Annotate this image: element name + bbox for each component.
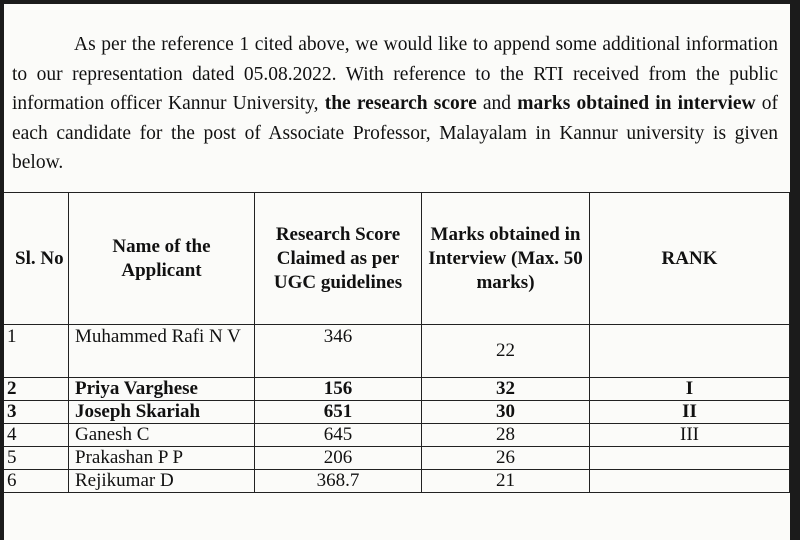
intro-paragraph xyxy=(12,30,778,178)
cell-rank: I xyxy=(590,378,790,401)
para-text-3: of each candidate for the post of Associate Professor, Malayalam in Kannur university is given below. xyxy=(12,93,778,174)
table-header-row xyxy=(4,193,790,325)
cell-score: 368.7 xyxy=(255,470,422,493)
para-text-1: As per the reference 1 cited above, we would like to append some additional information to our representation dated 05.08.2022. With reference to the RTI received from the public information officer Kannur University, xyxy=(12,34,778,115)
header-rank: RANK xyxy=(590,193,790,325)
cell-score: 346 xyxy=(255,325,422,378)
table-row xyxy=(4,424,790,447)
cell-name: Priya Varghese xyxy=(69,378,255,401)
cell-marks: 30 xyxy=(422,401,590,424)
document-page xyxy=(4,4,790,540)
cell-sl: 4 xyxy=(4,424,69,447)
table-row xyxy=(4,447,790,470)
header-research-score: Research Score Claimed as per UGC guidelines xyxy=(255,193,422,325)
cell-name: Joseph Skariah xyxy=(69,401,255,424)
cell-marks: 32 xyxy=(422,378,590,401)
cell-rank: II xyxy=(590,401,790,424)
header-applicant-name: Name of the Applicant xyxy=(69,193,255,325)
para-bold-research-score: the research score xyxy=(324,93,477,115)
cell-name: Rejikumar D xyxy=(69,470,255,493)
cell-marks: 22 xyxy=(422,325,590,378)
cell-name: Prakashan P P xyxy=(69,447,255,470)
cell-marks: 21 xyxy=(422,470,590,493)
cell-score: 156 xyxy=(255,378,422,401)
para-bold-interview-marks: marks obtained in interview xyxy=(517,93,756,115)
cell-sl: 3 xyxy=(4,401,69,424)
cell-marks: 26 xyxy=(422,447,590,470)
cell-sl: 1 xyxy=(4,325,69,378)
table-row xyxy=(4,325,790,378)
cell-marks: 28 xyxy=(422,424,590,447)
cell-sl: 2 xyxy=(4,378,69,401)
cell-rank xyxy=(590,470,790,493)
cell-name: Muhammed Rafi N V xyxy=(69,325,255,378)
cell-sl: 5 xyxy=(4,447,69,470)
cell-rank: III xyxy=(590,424,790,447)
header-interview-marks: Marks obtained in Interview (Max. 50 marks) xyxy=(422,193,590,325)
header-sl-no: Sl. No xyxy=(4,193,69,325)
cell-sl: 6 xyxy=(4,470,69,493)
cell-rank xyxy=(590,447,790,470)
table-row xyxy=(4,401,790,424)
cell-score: 645 xyxy=(255,424,422,447)
candidate-table xyxy=(4,192,790,493)
cell-name: Ganesh C xyxy=(69,424,255,447)
para-text-2: and xyxy=(476,93,518,115)
table-row xyxy=(4,378,790,401)
table-row xyxy=(4,470,790,493)
cell-score: 206 xyxy=(255,447,422,470)
cell-rank xyxy=(590,325,790,378)
cell-score: 651 xyxy=(255,401,422,424)
